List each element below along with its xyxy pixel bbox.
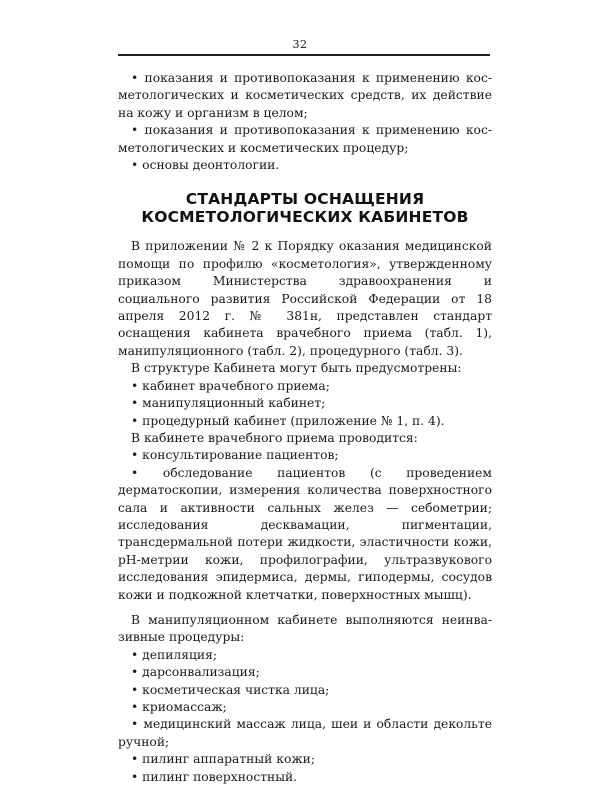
list-item: • медицинский массаж лица, шеи и области декольте ручной; <box>118 717 492 749</box>
page-content <box>118 70 492 786</box>
list-item: • основы деонтологии. <box>131 158 280 173</box>
list-item: • обследование пациентов (с проведением дерматоскопии, измерения количества поверхностного сала и активности сальных желез — себометрии; исследования десквамации, пигментации, трансдермальной потери жидкости, эластичности кожи, pH-метрии кожи, профилографии, ультразвукового исследования эпидермиса, дермы, гиподермы, сосудов кожи и подкожной клетчатки, поверхностных мышц). <box>118 465 492 602</box>
list-item: • кабинет врачебного приема; <box>131 378 330 393</box>
list-item: • процедурный кабинет (приложение № 1, п. 4). <box>131 413 445 428</box>
list-item: • манипуляционный кабинет; <box>131 396 326 411</box>
reception-intro: В кабинете врачебного приема проводится: <box>131 430 418 445</box>
list-item: • криомассаж; <box>131 700 227 714</box>
manipulation-intro: В манипуляционном кабинете выполняются неинвазивные процедуры: <box>118 612 492 645</box>
section-heading <box>118 190 492 226</box>
intro-paragraph: В приложении № 2 к Порядку оказания медицинской помощи по профилю «косметология», утвержденному приказом Министерства здравоохранения и социального развития Российской Федерации от 18 апреля 2012 г. № 381н, представлен стандарт оснащения кабинета врачебного приема (табл. 1), манипуляционного (табл. 2), процедурного (табл. 3). <box>118 239 492 358</box>
list-item: • пилинг поверхностный. <box>131 769 298 784</box>
list-item: • депиляция; <box>131 647 217 662</box>
header-rule <box>118 54 490 56</box>
section-heading-line-1: СТАНДАРТЫ ОСНАЩЕНИЯ <box>185 190 425 209</box>
list-item: • пилинг аппаратный кожи; <box>131 752 315 767</box>
section-heading-line-2: КОСМЕТОЛОГИЧЕСКИХ КАБИНЕТОВ <box>141 208 469 227</box>
structure-intro: В структуре Кабинета могут быть предусмотрены: <box>131 361 462 376</box>
page-number: 32 <box>292 38 308 51</box>
list-item: • показания и противопоказания к применению косметологических и косметических процедур; <box>118 123 492 155</box>
list-item: • дарсонвализация; <box>131 665 260 680</box>
list-item: • показания и противопоказания к применению косметологических и косметических средств, их действие на кожу и организм в целом; <box>118 71 492 120</box>
list-item: • консультирование пациентов; <box>131 448 339 463</box>
list-item: • косметическая чистка лица; <box>131 682 330 697</box>
